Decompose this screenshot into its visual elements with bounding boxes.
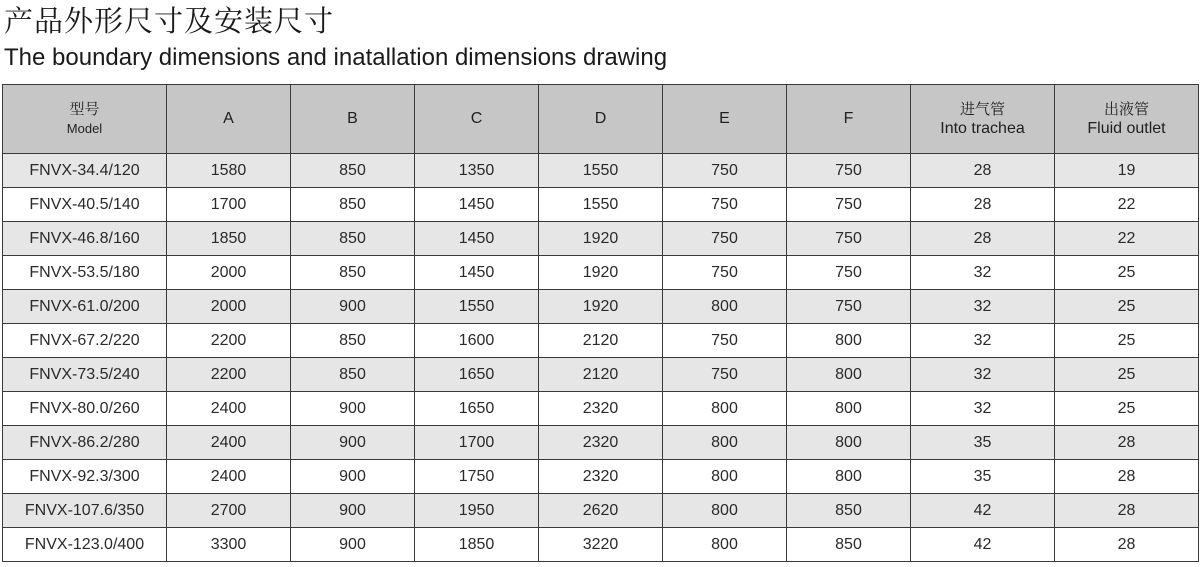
cell-a: 2400: [167, 426, 291, 460]
cell-c: 1450: [415, 256, 539, 290]
cell-model: FNVX-123.0/400: [3, 528, 167, 562]
cell-f: 750: [787, 256, 911, 290]
cell-b: 900: [291, 426, 415, 460]
cell-c: 1450: [415, 222, 539, 256]
cell-a: 3300: [167, 528, 291, 562]
cell-b: 850: [291, 154, 415, 188]
table-row: [3, 188, 1199, 222]
cell-outlet: 25: [1055, 256, 1199, 290]
table-row: [3, 460, 1199, 494]
cell-d: 2320: [539, 392, 663, 426]
cell-a: 1850: [167, 222, 291, 256]
cell-d: 1920: [539, 290, 663, 324]
cell-b: 850: [291, 222, 415, 256]
cell-outlet: 28: [1055, 426, 1199, 460]
cell-model: FNVX-40.5/140: [3, 188, 167, 222]
cell-model: FNVX-53.5/180: [3, 256, 167, 290]
table-row: [3, 256, 1199, 290]
header-a: A: [167, 85, 291, 154]
cell-a: 2000: [167, 290, 291, 324]
cell-d: 2320: [539, 460, 663, 494]
cell-b: 850: [291, 256, 415, 290]
table-header-row: [3, 85, 1199, 154]
cell-inlet: 32: [911, 324, 1055, 358]
cell-e: 800: [663, 494, 787, 528]
cell-e: 750: [663, 358, 787, 392]
cell-d: 1920: [539, 222, 663, 256]
cell-model: FNVX-92.3/300: [3, 460, 167, 494]
header-inlet-cn: 进气管: [959, 100, 1005, 118]
cell-a: 2000: [167, 256, 291, 290]
table-row: [3, 154, 1199, 188]
cell-model: FNVX-61.0/200: [3, 290, 167, 324]
cell-e: 800: [663, 460, 787, 494]
table-row: [3, 426, 1199, 460]
cell-d: 1550: [539, 188, 663, 222]
cell-c: 1650: [415, 358, 539, 392]
cell-c: 1600: [415, 324, 539, 358]
cell-c: 1750: [415, 460, 539, 494]
cell-inlet: 42: [911, 494, 1055, 528]
cell-b: 850: [291, 358, 415, 392]
header-inlet-en: Into trachea: [940, 120, 1025, 137]
cell-c: 1700: [415, 426, 539, 460]
cell-f: 850: [787, 528, 911, 562]
cell-d: 2120: [539, 358, 663, 392]
cell-a: 2200: [167, 358, 291, 392]
cell-outlet: 28: [1055, 528, 1199, 562]
header-outlet-cn: 出液管: [1103, 100, 1149, 118]
cell-b: 900: [291, 494, 415, 528]
cell-b: 900: [291, 528, 415, 562]
header-outlet-en: Fluid outlet: [1087, 120, 1166, 137]
cell-outlet: 22: [1055, 222, 1199, 256]
cell-e: 750: [663, 222, 787, 256]
cell-f: 800: [787, 392, 911, 426]
table-row: [3, 494, 1199, 528]
cell-e: 800: [663, 290, 787, 324]
cell-inlet: 32: [911, 256, 1055, 290]
cell-a: 2400: [167, 392, 291, 426]
cell-model: FNVX-107.6/350: [3, 494, 167, 528]
cell-f: 750: [787, 222, 911, 256]
cell-outlet: 25: [1055, 392, 1199, 426]
cell-d: 1550: [539, 154, 663, 188]
table-row: [3, 392, 1199, 426]
cell-f: 750: [787, 154, 911, 188]
cell-f: 800: [787, 358, 911, 392]
cell-outlet: 25: [1055, 358, 1199, 392]
header-model-en: Model: [66, 121, 103, 136]
cell-d: 2120: [539, 324, 663, 358]
table-row: [3, 222, 1199, 256]
cell-model: FNVX-46.8/160: [3, 222, 167, 256]
cell-inlet: 32: [911, 290, 1055, 324]
cell-inlet: 42: [911, 528, 1055, 562]
table-row: [3, 290, 1199, 324]
cell-e: 750: [663, 188, 787, 222]
cell-c: 1850: [415, 528, 539, 562]
cell-model: FNVX-86.2/280: [3, 426, 167, 460]
header-b: B: [291, 85, 415, 154]
cell-inlet: 28: [911, 222, 1055, 256]
header-c: C: [415, 85, 539, 154]
cell-b: 900: [291, 290, 415, 324]
cell-model: FNVX-34.4/120: [3, 154, 167, 188]
cell-d: 3220: [539, 528, 663, 562]
table-body: [3, 154, 1199, 562]
page-title-chinese: 产品外形尺寸及安装尺寸: [4, 4, 335, 38]
cell-model: FNVX-73.5/240: [3, 358, 167, 392]
cell-b: 850: [291, 188, 415, 222]
cell-inlet: 32: [911, 392, 1055, 426]
cell-inlet: 35: [911, 426, 1055, 460]
cell-b: 850: [291, 324, 415, 358]
cell-inlet: 35: [911, 460, 1055, 494]
cell-outlet: 25: [1055, 290, 1199, 324]
header-e: E: [663, 85, 787, 154]
cell-outlet: 28: [1055, 460, 1199, 494]
cell-e: 800: [663, 392, 787, 426]
cell-d: 2620: [539, 494, 663, 528]
cell-outlet: 28: [1055, 494, 1199, 528]
cell-f: 800: [787, 460, 911, 494]
cell-outlet: 19: [1055, 154, 1199, 188]
cell-c: 1950: [415, 494, 539, 528]
cell-a: 2700: [167, 494, 291, 528]
cell-inlet: 28: [911, 154, 1055, 188]
cell-e: 800: [663, 528, 787, 562]
cell-b: 900: [291, 460, 415, 494]
header-model-cn: 型号: [69, 100, 100, 118]
cell-e: 750: [663, 324, 787, 358]
cell-inlet: 28: [911, 188, 1055, 222]
cell-d: 2320: [539, 426, 663, 460]
table-row: [3, 324, 1199, 358]
cell-c: 1550: [415, 290, 539, 324]
header-inlet: [911, 85, 1055, 154]
header-f: F: [787, 85, 911, 154]
cell-c: 1450: [415, 188, 539, 222]
dimensions-table: [2, 84, 1199, 562]
cell-outlet: 22: [1055, 188, 1199, 222]
header-outlet: [1055, 85, 1199, 154]
cell-model: FNVX-80.0/260: [3, 392, 167, 426]
header-model: [3, 85, 167, 154]
cell-model: FNVX-67.2/220: [3, 324, 167, 358]
cell-f: 750: [787, 290, 911, 324]
cell-a: 2400: [167, 460, 291, 494]
cell-b: 900: [291, 392, 415, 426]
header-d: D: [539, 85, 663, 154]
table-row: [3, 528, 1199, 562]
cell-e: 800: [663, 426, 787, 460]
cell-f: 750: [787, 188, 911, 222]
table-row: [3, 358, 1199, 392]
cell-e: 750: [663, 154, 787, 188]
cell-inlet: 32: [911, 358, 1055, 392]
cell-f: 800: [787, 426, 911, 460]
cell-a: 1580: [167, 154, 291, 188]
cell-a: 2200: [167, 324, 291, 358]
page-title-english: The boundary dimensions and inatallation dimensions drawing: [4, 44, 668, 71]
cell-c: 1650: [415, 392, 539, 426]
cell-e: 750: [663, 256, 787, 290]
cell-c: 1350: [415, 154, 539, 188]
cell-outlet: 25: [1055, 324, 1199, 358]
cell-a: 1700: [167, 188, 291, 222]
cell-f: 800: [787, 324, 911, 358]
cell-d: 1920: [539, 256, 663, 290]
cell-f: 850: [787, 494, 911, 528]
